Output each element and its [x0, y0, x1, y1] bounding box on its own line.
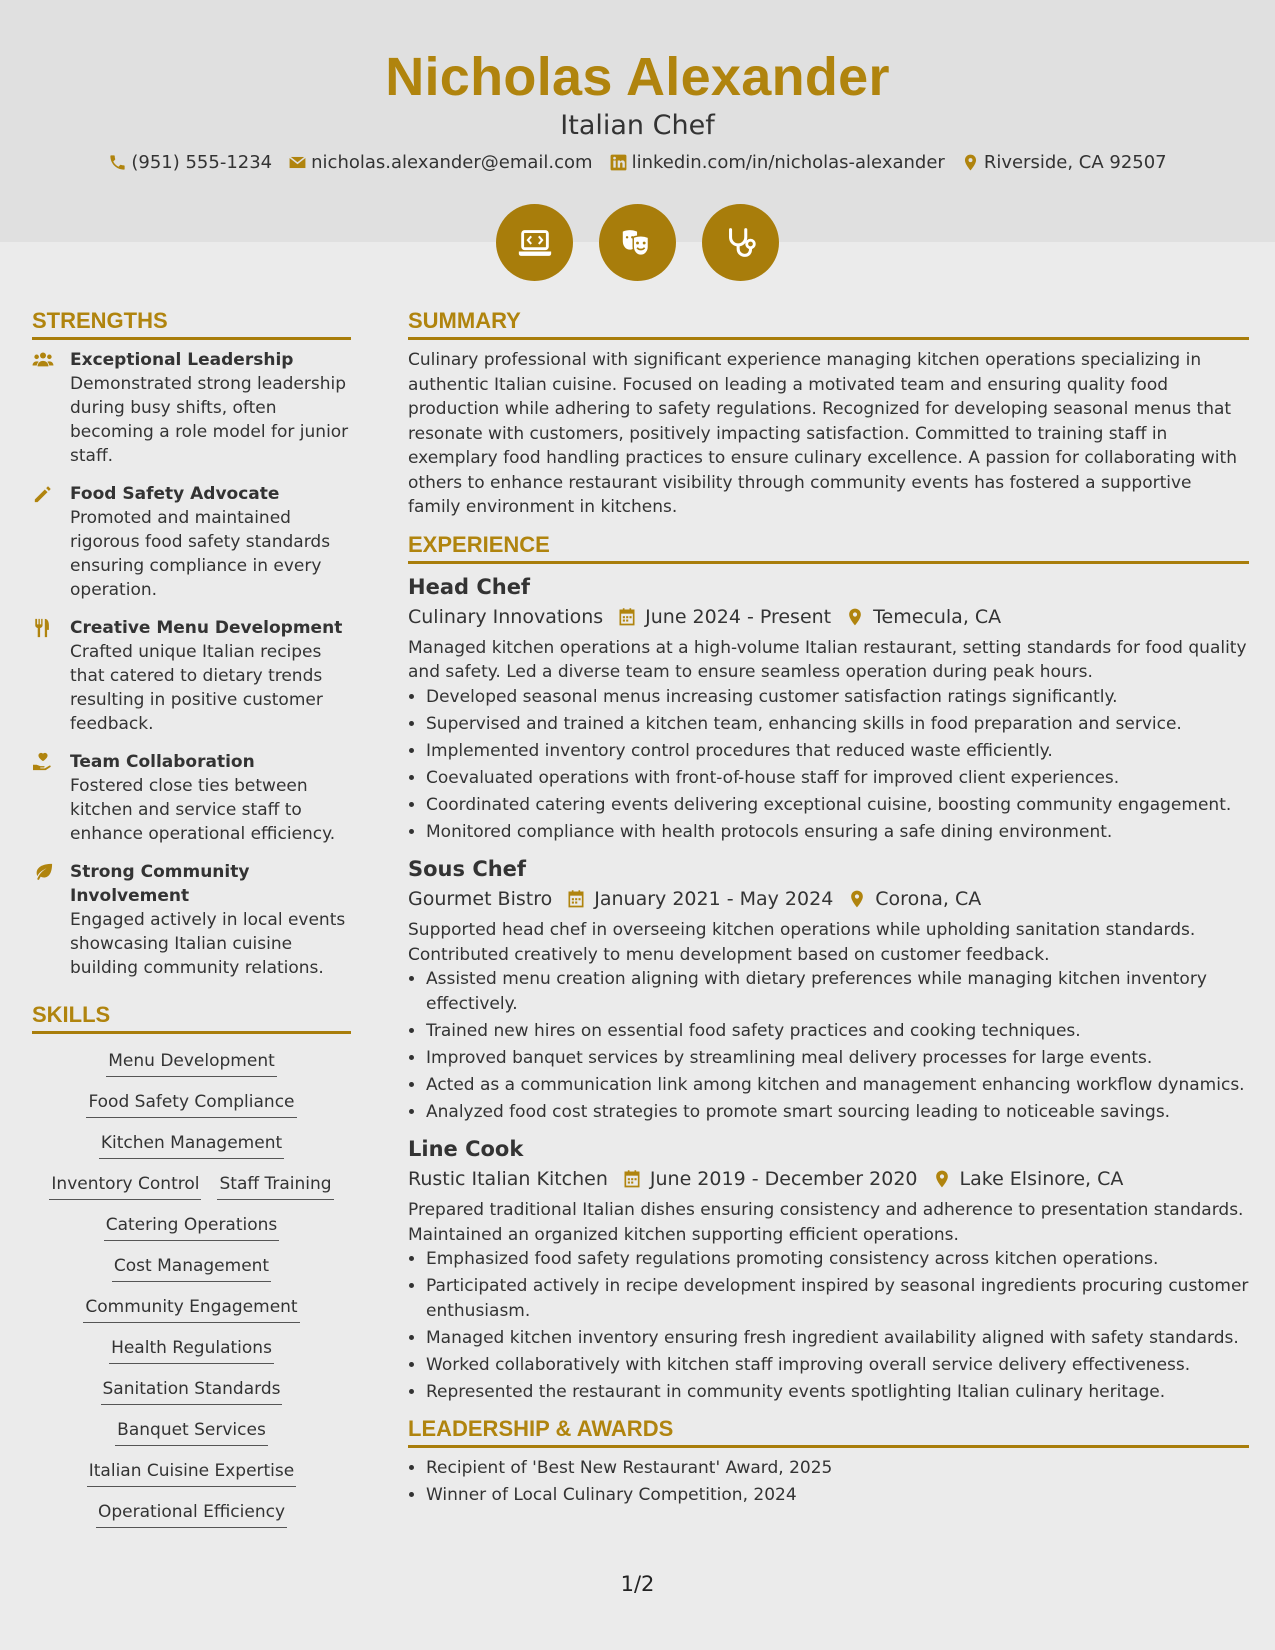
- skill-tag: Sanitation Standards: [101, 1378, 283, 1405]
- map-marker-icon: [847, 889, 867, 909]
- job-bullets: [408, 1247, 1249, 1404]
- strength-desc: Engaged actively in local events showcasing Italian cuisine building community relations.: [70, 910, 346, 978]
- list-item: • Supervised and trained a kitchen team, enhancing skills in food preparation and service.: [426, 712, 1249, 737]
- skill-tag: Kitchen Management: [99, 1132, 284, 1159]
- strength-title: Team Collaboration: [70, 752, 255, 772]
- job-entry: [408, 572, 1249, 845]
- contact-linkedin[interactable]: [609, 152, 945, 173]
- strength-item: [32, 750, 351, 846]
- list-item: • Assisted menu creation aligning with dietary preferences while managing kitchen inventory effectively.: [426, 967, 1249, 1016]
- list-item: • Participated actively in recipe development inspired by seasonal ingredients procuring customer enthusiasm.: [426, 1274, 1249, 1323]
- strength-title: Exceptional Leadership: [70, 350, 294, 370]
- job-meta: [408, 602, 1249, 632]
- interest-badges: [0, 204, 1275, 281]
- job-entry: [408, 854, 1249, 1124]
- skill-tag: Banquet Services: [115, 1419, 268, 1446]
- skill-tag: Community Engagement: [83, 1296, 299, 1323]
- badge-laptop-code: [496, 204, 573, 281]
- list-item: • Coordinated catering events delivering exceptional cuisine, boosting community engagement.: [426, 793, 1249, 818]
- job-location: Temecula, CA: [873, 605, 1002, 628]
- calendar-icon: [622, 1169, 642, 1189]
- strength-title: Creative Menu Development: [70, 618, 343, 638]
- leaf-icon: [32, 862, 54, 882]
- skill-tag: Operational Efficiency: [96, 1501, 287, 1528]
- skill-tag: Cost Management: [112, 1255, 271, 1282]
- awards-list: [408, 1456, 1249, 1508]
- job-dates: June 2019 - December 2020: [649, 1168, 918, 1190]
- strength-title: Food Safety Advocate: [70, 484, 280, 504]
- job-dates: January 2021 - May 2024: [594, 888, 834, 910]
- job-desc: Managed kitchen operations at a high-volume Italian restaurant, setting standards for food quality and safety. Led a diverse team to ensure seamless operation during peak hours.: [408, 637, 1247, 682]
- strength-desc: Demonstrated strong leadership during busy shifts, often becoming a role model for junior staff.: [70, 374, 349, 466]
- job-bullets: [408, 685, 1249, 845]
- list-item: • Analyzed food cost strategies to promote smart sourcing leading to noticeable savings.: [426, 1100, 1249, 1125]
- job-company: Gourmet Bistro: [408, 888, 553, 910]
- experience-title: EXPERIENCE: [408, 532, 1249, 564]
- utensils-icon: [32, 618, 54, 638]
- skills-list: [32, 1042, 351, 1528]
- list-item: • Trained new hires on essential food safety practices and cooking techniques.: [426, 1019, 1249, 1044]
- strength-item: [32, 860, 351, 980]
- contact-email-text: nicholas.alexander@email.com: [311, 152, 593, 173]
- calendar-icon: [617, 607, 637, 627]
- job-company: Rustic Italian Kitchen: [408, 1168, 608, 1190]
- job-entry: [408, 1134, 1249, 1404]
- list-item: • Monitored compliance with health protocols ensuring a safe dining environment.: [426, 820, 1249, 845]
- skill-tag: Health Regulations: [109, 1337, 274, 1364]
- strength-item: [32, 348, 351, 468]
- skill-tag: Food Safety Compliance: [86, 1091, 296, 1118]
- strength-item: [32, 482, 351, 602]
- job-title: Head Chef: [408, 574, 531, 599]
- linkedin-icon: [609, 153, 628, 172]
- job-title: Line Cook: [408, 1137, 524, 1161]
- map-marker-icon: [845, 607, 865, 627]
- job-desc: Supported head chef in overseeing kitchen operations while upholding sanitation standards. Contributed creatively to menu development based on customer feedback.: [408, 920, 1196, 965]
- contact-location: [961, 152, 1167, 173]
- list-item: • Implemented inventory control procedures that reduced waste efficiently.: [426, 739, 1249, 764]
- contact-location-text: Riverside, CA 92507: [983, 152, 1167, 173]
- skill-tag: Staff Training: [217, 1173, 333, 1200]
- candidate-name: Nicholas Alexander: [385, 47, 890, 107]
- candidate-role: Italian Chef: [560, 110, 715, 141]
- map-marker-icon: [932, 1169, 952, 1189]
- strength-title: Strong Community Involvement: [70, 862, 250, 906]
- list-item: • Emphasized food safety regulations promoting consistency across kitchen operations.: [426, 1247, 1249, 1272]
- job-title: Sous Chef: [408, 857, 527, 881]
- list-item: • Worked collaboratively with kitchen staff improving overall service delivery effectiveness.: [426, 1353, 1249, 1378]
- left-column: [32, 308, 351, 1528]
- job-location: Corona, CA: [875, 888, 982, 910]
- strength-desc: Crafted unique Italian recipes that catered to dietary trends resulting in positive customer feedback.: [70, 642, 323, 734]
- list-item: • Developed seasonal menus increasing customer satisfaction ratings significantly.: [426, 685, 1249, 710]
- strength-desc: Fostered close ties between kitchen and service staff to enhance operational efficiency.: [70, 776, 336, 844]
- phone-icon: [108, 153, 127, 172]
- skill-tag: Menu Development: [106, 1050, 277, 1077]
- strength-desc: Promoted and maintained rigorous food safety standards ensuring compliance in every operation.: [70, 508, 331, 600]
- list-item: • Acted as a communication link among kitchen and management enhancing workflow dynamics.: [426, 1073, 1249, 1098]
- right-column: [408, 308, 1249, 1510]
- page-number: 1/2: [620, 1572, 655, 1596]
- badge-theater-masks: [599, 204, 676, 281]
- summary-text: Culinary professional with significant experience managing kitchen operations specializing in authentic Italian cuisine. Focused on leading a motivated team and ensuring quality food production while adhering to safety regulations. Recognized for developing seasonal menus that resonate with customers, positively impacting satisfaction. Committed to training staff in exemplary food handling practices to ensure culinary excellence. A passion for collaborating with others to enhance restaurant visibility through community events has fostered a supportive family environment in kitchens.: [408, 350, 1237, 517]
- contact-bar: [0, 152, 1275, 173]
- map-marker-icon: [961, 153, 980, 172]
- leadership-title: LEADERSHIP & AWARDS: [408, 1416, 1249, 1448]
- job-company: Culinary Innovations: [408, 605, 604, 628]
- list-item: • Managed kitchen inventory ensuring fresh ingredient availability aligned with safety standards.: [426, 1326, 1249, 1351]
- skill-tag: Inventory Control: [49, 1173, 201, 1200]
- job-desc: Prepared traditional Italian dishes ensuring consistency and adherence to presentation standards. Maintained an organized kitchen supporting efficient operations.: [408, 1200, 1244, 1245]
- job-dates: June 2024 - Present: [645, 605, 832, 628]
- list-item: • Represented the restaurant in community events spotlighting Italian culinary heritage.: [426, 1380, 1249, 1405]
- hand-holding-heart-icon: [32, 752, 54, 772]
- contact-phone[interactable]: [108, 152, 272, 173]
- list-item: • Improved banquet services by streamlining meal delivery processes for large events.: [426, 1046, 1249, 1071]
- envelope-icon: [288, 153, 307, 172]
- users-icon: [32, 350, 54, 370]
- skills-title: SKILLS: [32, 1002, 351, 1034]
- calendar-icon: [566, 889, 586, 909]
- skill-tag: Catering Operations: [104, 1214, 280, 1241]
- contact-phone-text: (951) 555-1234: [131, 152, 273, 173]
- job-bullets: [408, 967, 1249, 1124]
- list-item: • Recipient of 'Best New Restaurant' Award, 2025: [426, 1456, 1249, 1481]
- theater-masks-icon: [619, 224, 657, 262]
- job-location: Lake Elsinore, CA: [959, 1168, 1124, 1190]
- job-meta: [408, 1164, 1249, 1194]
- list-item: • Coevaluated operations with front-of-house staff for improved client experiences.: [426, 766, 1249, 791]
- strength-item: [32, 616, 351, 736]
- skill-tag: Italian Cuisine Expertise: [87, 1460, 296, 1487]
- pencil-icon: [32, 484, 54, 504]
- laptop-code-icon: [516, 224, 554, 262]
- badge-stethoscope: [702, 204, 779, 281]
- stethoscope-icon: [722, 224, 760, 262]
- contact-email[interactable]: [288, 152, 592, 173]
- summary-title: SUMMARY: [408, 308, 1249, 340]
- contact-linkedin-text: linkedin.com/in/nicholas-alexander: [631, 152, 945, 173]
- job-meta: [408, 884, 1249, 914]
- strengths-title: STRENGTHS: [32, 308, 351, 340]
- list-item: • Winner of Local Culinary Competition, 2024: [426, 1483, 1249, 1508]
